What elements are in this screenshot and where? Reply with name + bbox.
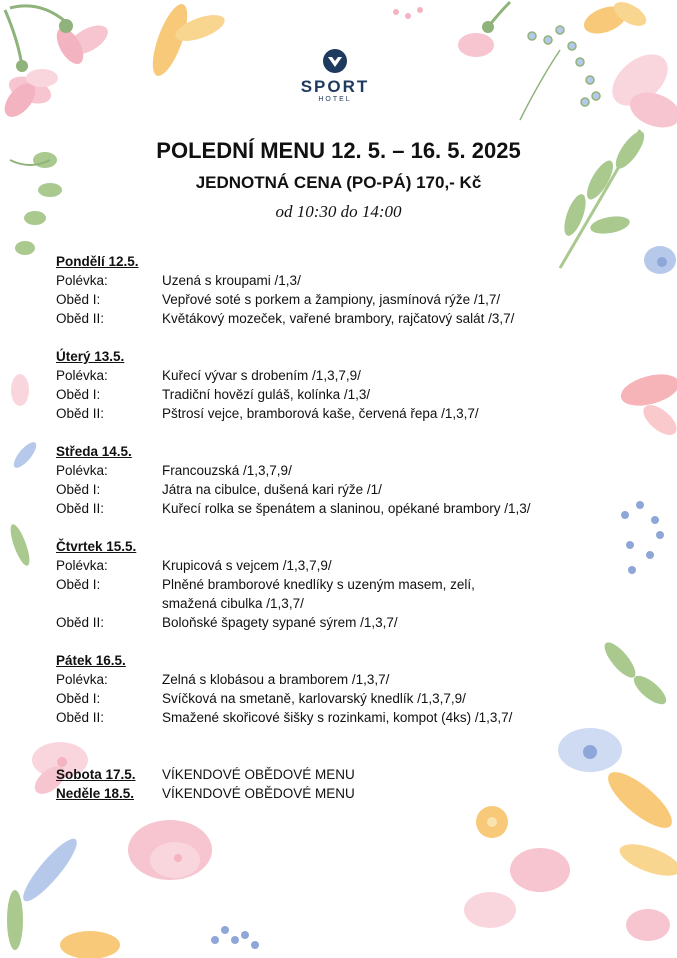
berry-icon <box>393 7 423 19</box>
day-heading: Čtvrtek 15.5. <box>56 539 137 554</box>
dish-text: Pštrosí vejce, bramborová kaše, červená řepa /1,3,7/ <box>162 406 479 421</box>
menu-row <box>56 670 636 689</box>
brand-name: SPORT <box>300 77 370 96</box>
course-label: Oběd II: <box>56 501 105 516</box>
menu-row <box>56 366 636 385</box>
day-section-wednesday <box>56 442 636 518</box>
dish-text-line: smažená cibulka /1,3,7/ <box>162 596 304 611</box>
course-label: Oběd I: <box>56 691 101 706</box>
menu-row <box>56 271 636 290</box>
dish-text: Uzená s kroupami /1,3/ <box>162 273 301 288</box>
flower-icon <box>603 44 677 134</box>
course-label: Oběd I: <box>56 577 101 592</box>
menu-row <box>56 290 636 309</box>
weekend-note: VÍKENDOVÉ OBĚDOVÉ MENU <box>162 786 355 801</box>
dish-text-line: Plněné bramborové knedlíky s uzeným masem, zelí, <box>162 577 475 592</box>
day-heading: Středa 14.5. <box>56 444 132 459</box>
flower-icon <box>128 820 212 880</box>
hotel-logo <box>290 48 380 118</box>
leaf-icon <box>7 374 40 568</box>
dish-text: Krupicová s vejcem /1,3,7,9/ <box>162 558 332 573</box>
weekend-row-saturday <box>56 765 636 784</box>
course-label: Oběd II: <box>56 615 105 630</box>
course-label: Polévka: <box>56 273 108 288</box>
course-label: Oběd II: <box>56 710 105 725</box>
day-heading: Sobota 17.5. <box>56 767 136 782</box>
course-label: Oběd II: <box>56 406 105 421</box>
flower-icon <box>458 2 510 57</box>
menu-row <box>56 556 636 575</box>
berry-icon <box>211 926 259 949</box>
dish-text: Boloňské špagety sypané sýrem /1,3,7/ <box>162 615 398 630</box>
menu-row <box>56 499 636 518</box>
flower-icon <box>476 806 508 838</box>
dish-text: Tradiční hovězí guláš, kolínka /1,3/ <box>162 387 371 402</box>
dish-text: Smažené skořicové šišky s rozinkami, kompot (4ks) /1,3,7/ <box>162 710 513 725</box>
course-label: Oběd I: <box>56 387 101 402</box>
day-heading: Pondělí 12.5. <box>56 254 139 269</box>
flower-icon <box>644 246 676 274</box>
brand-subtitle: HOTEL <box>318 96 352 103</box>
flower-icon <box>580 0 650 39</box>
dish-text: Kuřecí vývar s drobením /1,3,7,9/ <box>162 368 361 383</box>
weekend-note: VÍKENDOVÉ OBĚDOVÉ MENU <box>162 767 355 782</box>
menu-row <box>56 480 636 499</box>
menu-row <box>56 708 636 727</box>
day-heading: Neděle 18.5. <box>56 786 135 801</box>
dandelion-icon <box>520 26 600 120</box>
dish-text: Vepřové soté s porkem a žampiony, jasmínová rýže /1,7/ <box>162 292 501 307</box>
logo-icon <box>320 48 350 74</box>
course-label: Polévka: <box>56 558 108 573</box>
course-label: Polévka: <box>56 463 108 478</box>
course-label: Oběd I: <box>56 482 101 497</box>
price-line: JEDNOTNÁ CENA (PO-PÁ) 170,- Kč <box>195 173 482 192</box>
leaf-icon <box>146 0 228 80</box>
flower-icon <box>10 6 113 68</box>
dish-text: Kuřecí rolka se špenátem a slaninou, opékané brambory /1,3/ <box>162 501 531 516</box>
weekly-menu <box>56 252 636 803</box>
flower-icon <box>0 10 58 122</box>
dish-text: Játra na cibulce, dušená kari rýže /1/ <box>162 482 382 497</box>
day-heading: Úterý 13.5. <box>56 349 125 364</box>
menu-row <box>56 613 636 632</box>
course-label: Polévka: <box>56 368 108 383</box>
day-section-tuesday <box>56 347 636 423</box>
page-title: POLEDNÍ MENU 12. 5. – 16. 5. 2025 <box>156 138 521 163</box>
weekend-row-sunday <box>56 784 636 803</box>
day-section-thursday <box>56 537 636 632</box>
menu-row <box>56 385 636 404</box>
dish-text <box>162 575 636 613</box>
menu-row <box>56 461 636 480</box>
course-label: Polévka: <box>56 672 108 687</box>
day-heading: Pátek 16.5. <box>56 653 126 668</box>
day-section-friday <box>56 651 636 727</box>
dish-text: Svíčková na smetaně, karlovarský knedlík /1,3,7,9/ <box>162 691 466 706</box>
menu-row <box>56 309 636 328</box>
serving-hours: od 10:30 do 14:00 <box>275 202 402 221</box>
menu-row <box>56 575 636 613</box>
day-section-monday <box>56 252 636 328</box>
dish-text: Květákový mozeček, vařené brambory, rajčatový salát /3,7/ <box>162 311 515 326</box>
course-label: Oběd II: <box>56 311 105 326</box>
menu-row <box>56 689 636 708</box>
menu-row <box>56 404 636 423</box>
dish-text: Zelná s klobásou a bramborem /1,3,7/ <box>162 672 390 687</box>
course-label: Oběd I: <box>56 292 101 307</box>
dish-text: Francouzská /1,3,7,9/ <box>162 463 292 478</box>
